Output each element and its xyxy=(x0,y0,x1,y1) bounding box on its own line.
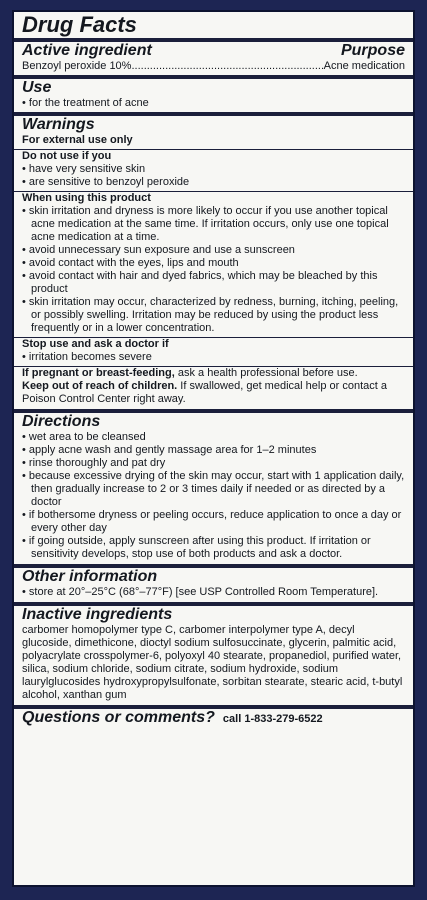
do-not-use-item: • have very sensitive skin xyxy=(22,163,405,176)
do-not-use-item: • are sensitive to benzoyl peroxide xyxy=(22,176,405,189)
use-item: • for the treatment of acne xyxy=(22,97,405,110)
pregnancy-bold: If pregnant or breast-feeding, xyxy=(22,367,175,379)
external-use-only: For external use only xyxy=(22,134,133,146)
active-ingredient-name: Benzoyl peroxide 10% xyxy=(22,60,132,72)
keep-out-warning xyxy=(22,380,405,406)
active-ingredient-header: Active ingredient xyxy=(22,42,152,59)
warnings-header: Warnings xyxy=(22,116,95,133)
other-information-item: • store at 20°–25°C (68°–77°F) [see USP Controlled Room Temperature]. xyxy=(22,586,405,599)
when-using-header: When using this product xyxy=(22,192,151,204)
pregnancy-warning xyxy=(22,367,405,380)
drug-facts-title: Drug Facts xyxy=(22,12,137,37)
directions-item: • if going outside, apply sunscreen after using this product. If irritation or sensitivity develops, stop use of both products and ask a doctor. xyxy=(22,535,405,561)
directions-item: • because excessive drying of the skin may occur, start with 1 application daily, then gradually increase to 2 or 3 times daily if needed or as directed by a doctor xyxy=(22,470,405,509)
when-using-item: • skin irritation may occur, characterized by redness, burning, itching, peeling, or possibly swelling. Irritation may be reduced by using the product less frequently or in a lower concentration. xyxy=(22,296,405,335)
active-ingredient-purpose: Acne medication xyxy=(323,60,405,72)
when-using-item: • avoid contact with hair and dyed fabrics, which may be bleached by this product xyxy=(22,270,405,296)
questions-row xyxy=(22,709,405,727)
directions-item: • rinse thoroughly and pat dry xyxy=(22,457,405,470)
inactive-ingredients-header: Inactive ingredients xyxy=(22,606,173,623)
pregnancy-text: ask a health professional before use. xyxy=(174,367,358,379)
other-information-header: Other information xyxy=(22,568,158,585)
when-using-item: • skin irritation and dryness is more likely to occur if you use another topical acne medication at the same time. If irritation occurs, only use one topical acne medication at a time. xyxy=(22,205,405,244)
directions-item: • if bothersome dryness or peeling occurs, reduce application to once a day or every other day xyxy=(22,509,405,535)
purpose-header: Purpose xyxy=(340,42,405,59)
drug-facts-panel xyxy=(12,10,415,887)
use-header: Use xyxy=(22,79,52,96)
when-using-item: • avoid contact with the eyes, lips and mouth xyxy=(22,257,405,270)
directions-header: Directions xyxy=(22,413,101,430)
keep-out-text: If swallowed, get medical help or contact a Poison Control Center right away. xyxy=(22,380,387,405)
keep-out-bold: Keep out of reach of children. xyxy=(22,380,178,392)
leader-dots xyxy=(131,60,323,73)
inactive-ingredients-text: carbomer homopolymer type C, carbomer interpolymer type A, decyl glucoside, dimethicone, dioctyl sodium sulfosuccinate, glycerin, palmitic acid, polyacrylate crosspolymer-6, polyoxyl 40 stearate, propanediol, purified water, silica, sodium chloride, sodium citrate, sodium hydroxide, sodium laurylglucosides hydroxypropylsulfonate, sorbitan stearate, stearic acid, t-butyl alcohol, xanthan gum xyxy=(22,624,403,701)
phone-number[interactable]: call 1-833-279-6522 xyxy=(222,713,323,725)
directions-item: • wet area to be cleansed xyxy=(22,431,405,444)
stop-use-header: Stop use and ask a doctor if xyxy=(22,338,169,350)
active-ingredient-row xyxy=(22,60,405,73)
questions-header: Questions or comments? xyxy=(22,709,215,726)
stop-use-item: • irritation becomes severe xyxy=(22,351,405,364)
do-not-use-header: Do not use if you xyxy=(22,150,112,162)
directions-item: • apply acne wash and gently massage area for 1–2 minutes xyxy=(22,444,405,457)
when-using-item: • avoid unnecessary sun exposure and use a sunscreen xyxy=(22,244,405,257)
active-ingredient-header-row xyxy=(22,42,405,60)
